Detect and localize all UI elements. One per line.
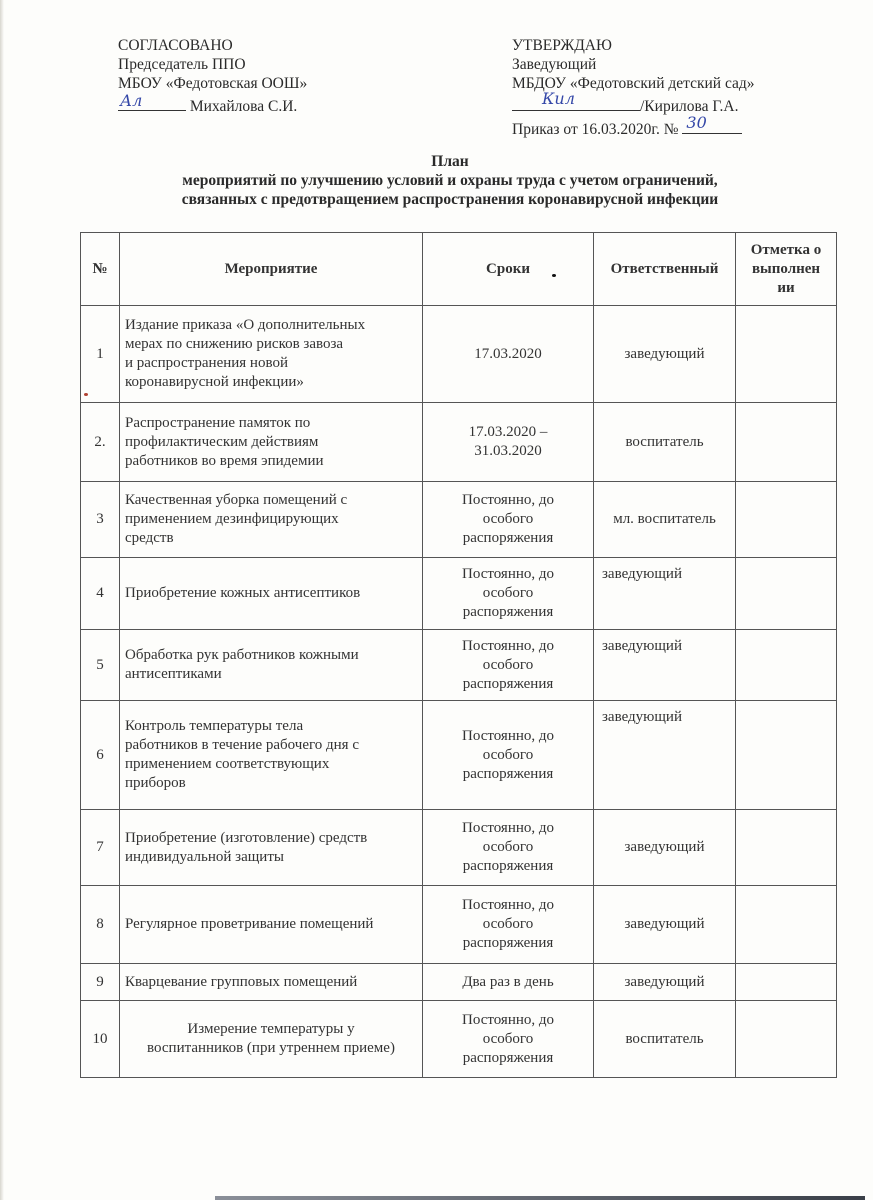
header-term: Сроки	[423, 233, 594, 306]
agreed-position: Председатель ППО	[118, 56, 246, 73]
order-label: Приказ от 16.03.2020г. №	[512, 121, 679, 138]
header-mark: Отметка о выполнен ии	[736, 233, 837, 306]
completion-mark-cell	[736, 810, 837, 886]
table-header-row	[81, 233, 837, 306]
table-row: 9 Кварцевание групповых помещений Два раз в день заведующий	[81, 964, 837, 1001]
ink-speck	[84, 393, 88, 396]
signature-line	[512, 89, 640, 111]
order-number: 30	[686, 113, 707, 132]
completion-mark-cell	[736, 306, 837, 403]
approved-heading: УТВЕРЖДАЮ	[512, 37, 612, 54]
document-title	[100, 152, 800, 209]
order-number-line	[682, 113, 742, 134]
table-row: 1 Издание приказа «О дополнительных мерах по снижению рисков завоза и распространения новой коронавирусной инфекции» 17.03.2020 заведующий	[81, 306, 837, 403]
approved-position: Заведующий	[512, 56, 597, 73]
agreed-heading: СОГЛАСОВАНО	[118, 37, 233, 54]
scan-bottom-edge	[215, 1196, 865, 1200]
agreed-organization: МБОУ «Федотовская ООШ»	[118, 75, 308, 92]
table-row: 4 Приобретение кожных антисептиков Постоянно, до особого распоряжения заведующий	[81, 558, 837, 630]
table-row: 10 Измерение температуры у воспитанников (при утреннем приеме) Постоянно, до особого распоряжения воспитатель	[81, 1001, 837, 1078]
plan-table	[80, 232, 837, 1078]
approved-name: /Кирилова Г.А.	[640, 98, 739, 115]
completion-mark-cell	[736, 482, 837, 558]
completion-mark-cell	[736, 886, 837, 964]
header-num: №	[81, 233, 120, 306]
ink-speck	[552, 274, 556, 277]
completion-mark-cell	[736, 630, 837, 701]
completion-mark-cell	[736, 1001, 837, 1078]
table-row: 5 Обработка рук работников кожными антисептиками Постоянно, до особого распоряжения заведующий	[81, 630, 837, 701]
approved-block	[512, 36, 755, 139]
approved-organization: МБДОУ «Федотовский детский сад»	[512, 75, 755, 92]
table-row: 7 Приобретение (изготовление) средств индивидуальной защиты Постоянно, до особого распоряжения заведующий	[81, 810, 837, 886]
agreed-block	[118, 36, 307, 116]
agreed-name: Михайлова С.И.	[189, 98, 298, 115]
table-row: 2. Распространение памяток по профилактическим действиям работников во время эпидемии 17.03.2020 – 31.03.2020 воспитатель	[81, 403, 837, 482]
completion-mark-cell	[736, 403, 837, 482]
signature-line	[118, 93, 186, 111]
handwritten-signature: Кил	[542, 89, 575, 108]
table-row: 8 Регулярное проветривание помещений Постоянно, до особого распоряжения заведующий	[81, 886, 837, 964]
table-row: 3 Качественная уборка помещений с применением дезинфицирующих средств Постоянно, до особого распоряжения мл. воспитатель	[81, 482, 837, 558]
header-activity: Мероприятие	[120, 233, 423, 306]
header-responsible: Ответственный	[594, 233, 736, 306]
title-line-3: связанных с предотвращением распространения коронавирусной инфекции	[181, 191, 719, 208]
completion-mark-cell	[736, 701, 837, 810]
completion-mark-cell	[736, 964, 837, 1001]
completion-mark-cell	[736, 558, 837, 630]
title-line-1: План	[431, 153, 469, 170]
table-row: 6 Контроль температуры тела работников в течение рабочего дня с применением соответствующих приборов Постоянно, до особого распоряжения заведующий	[81, 701, 837, 810]
scan-edge-shadow	[0, 0, 4, 1200]
handwritten-signature: Ал	[120, 91, 143, 110]
title-line-2: мероприятий по улучшению условий и охраны труда с учетом ограничений,	[182, 172, 718, 189]
